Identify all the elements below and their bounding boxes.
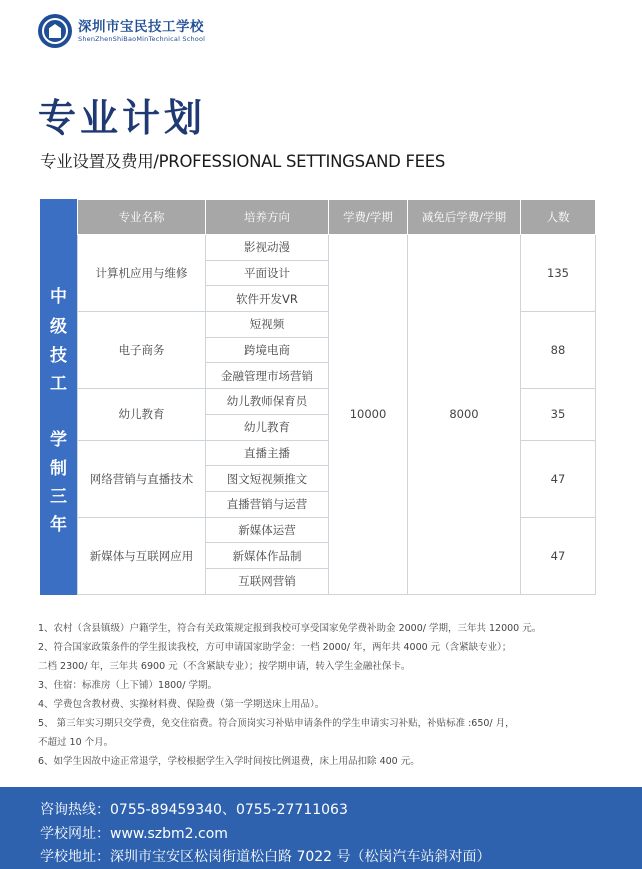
- direction-cell: 短视频: [206, 312, 329, 338]
- sidebar-char: 制: [50, 459, 67, 479]
- direction-cell: 平面设计: [206, 260, 329, 286]
- direction-cell: 直播主播: [206, 440, 329, 466]
- school-name-en: ShenZhenShiBaoMinTechnical School: [78, 34, 206, 43]
- direction-cell: 幼儿教师保育员: [206, 389, 329, 415]
- address-text: 学校地址：深圳市宝安区松岗街道松白路 7022 号（松岗汽车站斜对面）: [40, 849, 491, 865]
- direction-cell: 金融管理市场营销: [206, 363, 329, 389]
- count-cell: 47: [521, 440, 596, 517]
- direction-cell: 影视动漫: [206, 235, 329, 261]
- header-direction: 培养方向: [206, 200, 329, 235]
- direction-cell: 跨境电商: [206, 337, 329, 363]
- header-reduced-tuition: 减免后学费/学期: [408, 200, 521, 235]
- school-emblem-icon: [38, 14, 72, 48]
- table-row: [78, 235, 596, 261]
- major-name: 新媒体与互联网应用: [78, 517, 206, 594]
- sidebar-char: 级: [50, 317, 67, 337]
- note-line: 6、如学生因故中途正常退学，学校根据学生入学时间按比例退费，床上用品扣除 400 元。: [38, 756, 420, 767]
- count-cell: 35: [521, 389, 596, 440]
- reduced-tuition-cell: 8000: [408, 235, 521, 595]
- note-line: 4、学费包含教材费、实操材料费、保险费（第一学期送床上用品）。: [38, 699, 325, 710]
- major-name: 网络营销与直播技术: [78, 440, 206, 517]
- direction-cell: 新媒体作品制: [206, 543, 329, 569]
- website-link[interactable]: 学校网址：www.szbm2.com: [40, 825, 228, 842]
- sidebar-char: 年: [50, 515, 67, 535]
- school-name-cn: 深圳市宝民技工学校: [78, 18, 204, 35]
- direction-cell: 新媒体运营: [206, 517, 329, 543]
- direction-cell: 互联网营销: [206, 568, 329, 594]
- direction-cell: 直播营销与运营: [206, 491, 329, 517]
- sidebar-char: 工: [50, 374, 67, 394]
- major-name: 幼儿教育: [78, 389, 206, 440]
- header-count: 人数: [521, 200, 596, 235]
- direction-cell: 图文短视频推文: [206, 466, 329, 492]
- tuition-cell: 10000: [329, 235, 408, 595]
- major-name: 计算机应用与维修: [78, 235, 206, 312]
- sidebar-char: 学: [50, 430, 67, 450]
- sidebar-char: 三: [50, 487, 67, 507]
- note-line: 二档 2300/ 年，三年共 6900 元（不含紧缺专业）；按学期申请，转入学生金融社保卡。: [38, 661, 411, 672]
- hotline-text: 咨询热线：0755-89459340、0755-27711063: [40, 802, 348, 818]
- table-header-row: [78, 200, 596, 235]
- note-line: 5、 第三年实习期只交学费，免交住宿费。符合顶岗实习补贴申请条件的学生申请实习补贴，补贴标准 :650/ 月，: [38, 718, 515, 729]
- direction-cell: 软件开发VR: [206, 286, 329, 312]
- contact-footer: [0, 787, 642, 869]
- note-line: 3、住宿：标准房（上下铺）1800/ 学期。: [38, 680, 217, 691]
- school-logo: [38, 14, 205, 48]
- count-cell: 88: [521, 312, 596, 389]
- sidebar-char: 技: [50, 346, 67, 366]
- note-line: 2、符合国家政策条件的学生报读我校，方可申请国家助学金：一档 2000/ 年，两年共 4000 元（含紧缺专业）；: [38, 642, 512, 653]
- fees-table: [77, 199, 596, 595]
- note-line: 1、农村（含县镇级）户籍学生，符合有关政策规定报到我校可享受国家免学费补助金 2000/ 学期，三年共 12000 元。: [38, 623, 542, 634]
- count-cell: 47: [521, 517, 596, 594]
- program-sidebar: [40, 199, 77, 595]
- count-cell: 135: [521, 235, 596, 312]
- header-tuition: 学费/学期: [329, 200, 408, 235]
- major-name: 电子商务: [78, 312, 206, 389]
- sidebar-char: 中: [50, 287, 67, 307]
- header-major: 专业名称: [78, 200, 206, 235]
- note-line: 不超过 10 个月。: [38, 737, 114, 748]
- page-title: 专业计划: [38, 96, 207, 140]
- direction-cell: 幼儿教育: [206, 414, 329, 440]
- notes-section: [38, 619, 603, 771]
- page-subtitle: 专业设置及费用/PROFESSIONAL SETTINGSAND FEES: [40, 152, 446, 171]
